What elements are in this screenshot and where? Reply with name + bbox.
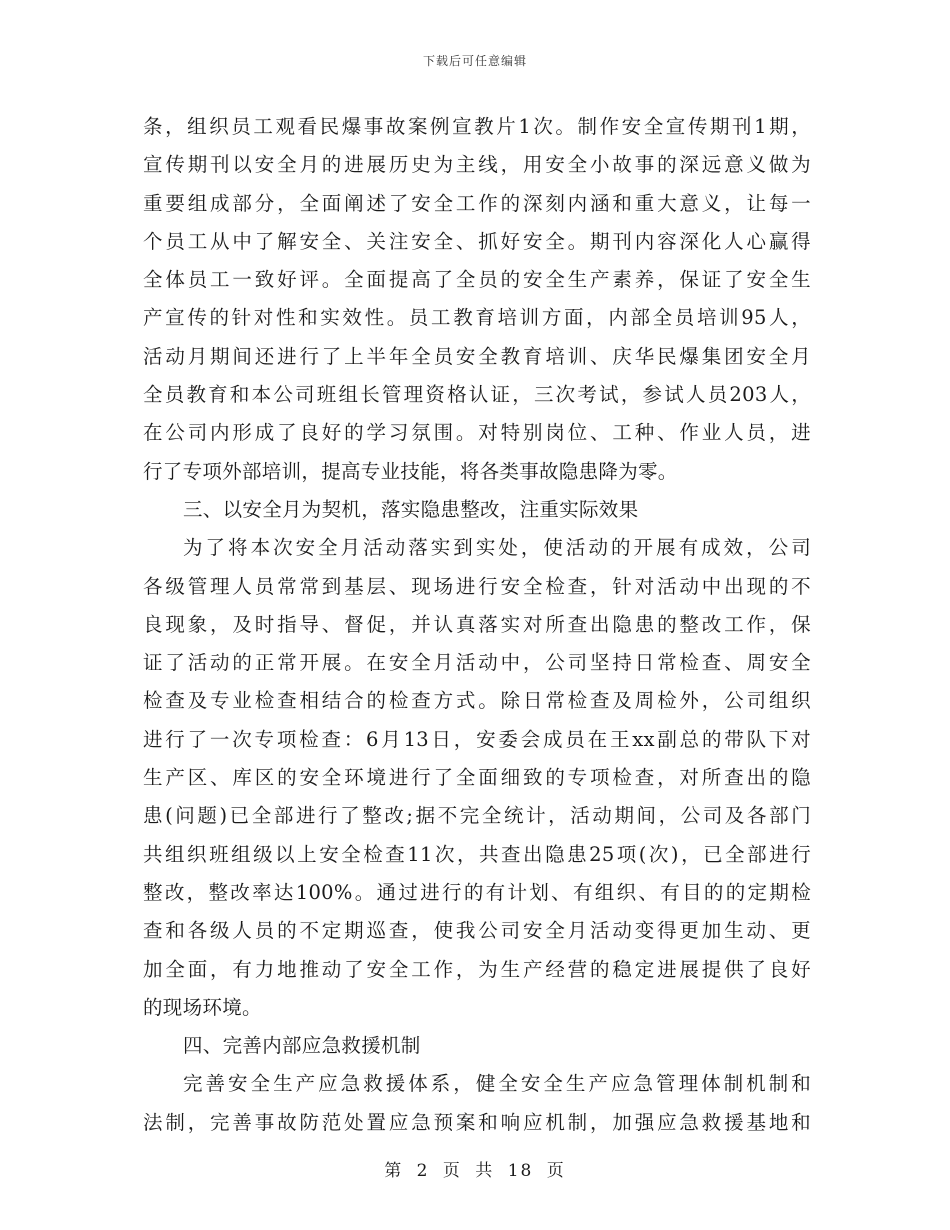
text-line: 共组织班组级以上安全检查11次，共查出隐患25项(次)，已全部进行: [143, 842, 811, 866]
text-line: 各级管理人员常常到基层、现场进行安全检查，针对活动中出现的不: [143, 574, 811, 598]
text-line: 为了将本次安全月活动落实到实处，使活动的开展有成效，公司: [183, 536, 811, 560]
text-line: 检查及专业检查相结合的检查方式。除日常检查及周检外，公司组织: [143, 689, 811, 713]
text-line: 查和各级人员的不定期巡查，使我公司安全月活动变得更加生动、更: [143, 919, 811, 943]
text-line: 在公司内形成了良好的学习氛围。对特别岗位、工种、作业人员，进: [143, 421, 811, 445]
text-line: 加全面，有力地推动了安全工作，为生产经营的稳定进展提供了良好: [143, 957, 811, 981]
text-line: 的现场环境。: [143, 995, 262, 1019]
text-line: 完善安全生产应急救援体系，健全安全生产应急管理体制机制和: [183, 1072, 811, 1096]
text-line: 三、以安全月为契机，落实隐患整改，注重实际效果: [183, 497, 639, 521]
text-line: 患(问题)已全部进行了整改;据不完全统计，活动期间，公司及各部门: [143, 804, 811, 828]
text-line: 活动月期间还进行了上半年全员安全教育培训、庆华民爆集团安全月: [143, 344, 811, 368]
text-line: 行了专项外部培训，提高专业技能，将各类事故隐患降为零。: [143, 459, 678, 483]
text-line: 整改，整改率达100%。通过进行的有计划、有组织、有目的的定期检: [143, 880, 811, 904]
text-line: 法制，完善事故防范处置应急预案和响应机制，加强应急救援基地和: [143, 1110, 811, 1134]
page-header: 下载后可任意编辑: [422, 54, 527, 68]
text-line: 产宣传的针对性和实效性。员工教育培训方面，内部全员培训95人，: [143, 306, 811, 330]
text-line: 进行了一次专项检查：6月13日，安委会成员在王xx副总的带队下对: [143, 727, 811, 751]
text-line: 生产区、库区的安全环境进行了全面细致的专项检查，对所查出的隐: [143, 766, 811, 790]
text-line: 个员工从中了解安全、关注安全、抓好安全。期刊内容深化人心赢得: [143, 229, 811, 253]
page-number: 第 2 页 共 18 页: [384, 1161, 566, 1181]
text-line: 全员教育和本公司班组长管理资格认证，三次考试，参试人员203人，: [143, 383, 811, 407]
text-line: 宣传期刊以安全月的进展历史为主线，用安全小故事的深远意义做为: [143, 153, 811, 177]
document-body: [143, 108, 811, 1142]
text-line: 重要组成部分，全面阐述了安全工作的深刻内涵和重大意义，让每一: [143, 191, 811, 215]
text-line: 四、完善内部应急救援机制: [183, 1034, 421, 1058]
text-line: 证了活动的正常开展。在安全月活动中，公司坚持日常检查、周安全: [143, 651, 811, 675]
text-line: 条，组织员工观看民爆事故案例宣教片1次。制作安全宣传期刊1期，: [143, 115, 811, 138]
text-line: 良现象，及时指导、督促，并认真落实对所查出隐患的整改工作，保: [143, 612, 811, 636]
text-line: 全体员工一致好评。全面提高了全员的安全生产素养，保证了安全生: [143, 268, 811, 292]
